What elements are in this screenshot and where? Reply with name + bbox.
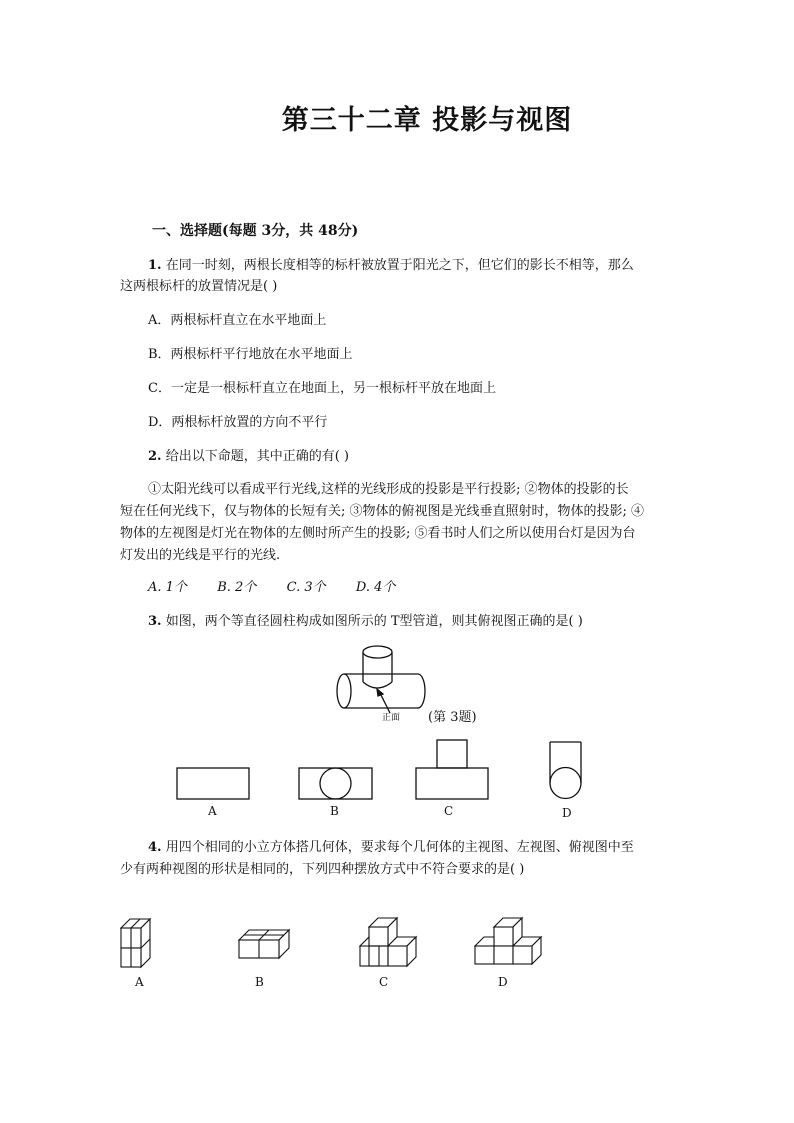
q4-choice-d-label: D [498, 975, 508, 989]
q2-para-line4: 灯发出的光线是平行的光线. [120, 548, 281, 563]
q3-choice-c-label: C [444, 804, 454, 818]
q1-stem-line2: 这两根标杆的放置情况是( ) [120, 279, 278, 294]
q4-choice-a-label: A [135, 975, 144, 989]
q3-number: 3. [148, 614, 162, 629]
q2-option-d: D. 4个 [355, 580, 396, 595]
q1-stem-line1: 在同一时刻，两根长度相等的标杆被放置于阳光之下，但它们的影长不相等，那么 [165, 258, 634, 273]
cube-stack-a [121, 919, 150, 967]
q2-option-c: C. 3个 [286, 580, 326, 595]
q2-para-line1: ①太阳光线可以看成平行光线,这样的光线形成的投影是平行投影; ②物体的投影的长 [148, 482, 629, 497]
q2-option-a: A. 1个 [148, 580, 187, 595]
q4-choice-b-label: B [255, 975, 264, 989]
section-heading: 一、选择题(每题 3分，共 48分) [152, 223, 359, 239]
q1-number: 1. [148, 258, 162, 273]
q1-option-a: A．两根标杆直立在水平地面上 [148, 313, 327, 328]
q2-para-line3: 物体的左视图是灯光在物体的左侧时所产生的投影; ⑤看书时人们之所以使用台灯是因为台 [120, 526, 636, 541]
q3-stem: 如图，两个等直径圆柱构成如图所示的 T型管道，则其俯视图正确的是( ) [165, 614, 583, 629]
cube-stack-c [360, 918, 416, 966]
q2-option-b: B. 2个 [217, 580, 257, 595]
q4-choice-c-label: C [379, 975, 389, 989]
q4-number: 4. [148, 840, 162, 855]
q1-option-c: C．一定是一根标杆直立在地面上，另一根标杆平放在地面上 [148, 381, 496, 396]
q3-choice-a-label: A [208, 804, 217, 818]
q1-option-b: B．两根标杆平行地放在水平地面上 [148, 347, 353, 362]
q2-number: 2. [148, 449, 162, 464]
page-title: 第三十二章 投影与视图 [281, 105, 573, 136]
q1-option-d: D．两根标杆放置的方向不平行 [148, 415, 328, 430]
q4-stem-line1: 用四个相同的小立方体搭几何体，要求每个几何体的主视图、左视图、俯视图中至 [165, 840, 634, 855]
q3-choice-b-label: B [330, 804, 339, 818]
q3-choice-d-label: D [562, 806, 572, 820]
cube-stack-d [475, 918, 541, 964]
q2-stem: 给出以下命题，其中正确的有( ) [165, 449, 349, 464]
cube-stack-b [239, 930, 289, 958]
figure-caption: (第 3题) [428, 710, 477, 725]
q2-para-line2: 短在任何光线下，仅与物体的长短有关; ③物体的俯视图是光线垂直照射时，物体的投影; ④ [120, 504, 645, 519]
q4-stem-line2: 少有两种视图的形状是相同的，下列四种摆放方式中不符合要求的是( ) [120, 862, 525, 877]
front-label: 正面 [382, 713, 401, 723]
